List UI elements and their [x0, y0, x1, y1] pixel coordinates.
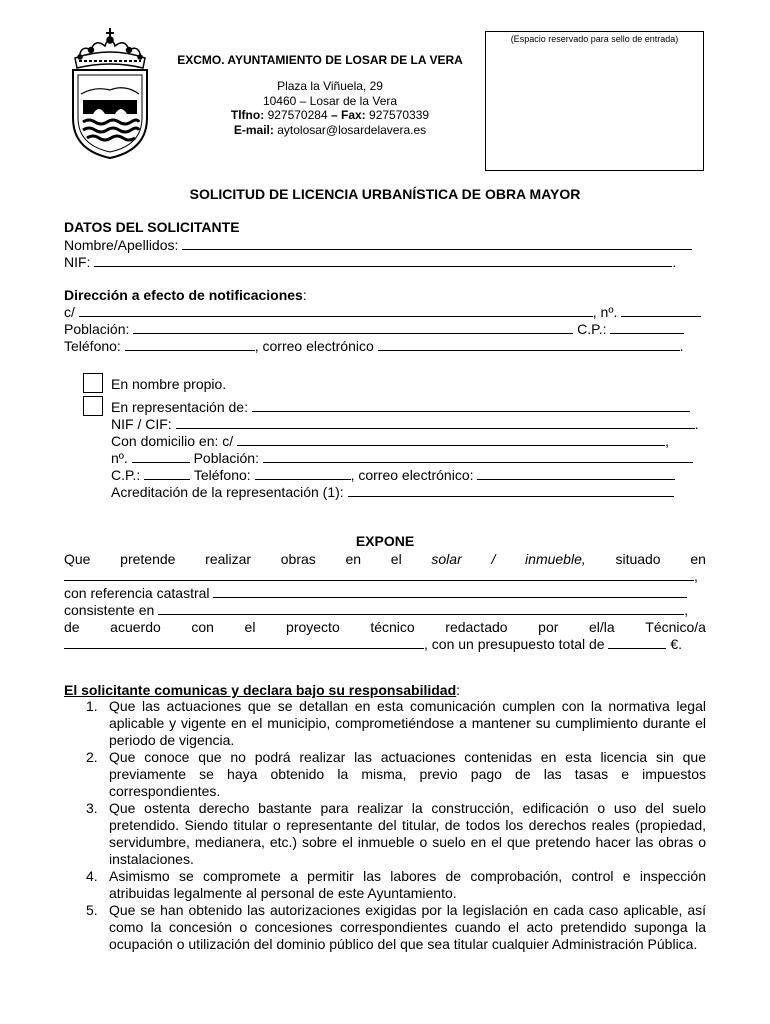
section-declara-heading: El solicitante comunicas y declara bajo su responsabilidad — [64, 682, 457, 698]
direccion-heading-row: Dirección a efecto de notificaciones: — [64, 287, 307, 303]
num-poblacion-row — [111, 450, 693, 467]
expone-word: obras — [280, 551, 316, 567]
option-propio-label: En nombre propio. — [111, 376, 227, 392]
expone-word: proyecto — [286, 619, 340, 635]
nif-row: NIF: . — [64, 254, 677, 270]
email-line — [170, 123, 490, 138]
item-text: Que se han obtenido las autorizaciones exigidas por la legislación en cada caso aplicable, así como la concesión o concesiones correspondientes cuando el acto pretendido suponga la ocupación o utilización del dominio público del que sea titular cualquier Administración Pública. — [109, 902, 706, 952]
org-name: EXCMO. AYUNTAMIENTO DE LOSAR DE LA VERA — [177, 53, 463, 67]
situado-row: , — [64, 568, 698, 585]
address-line-2: 10460 – Losar de la Vera — [262, 94, 398, 108]
domicilio-row: Con domicilio en: c/ , — [111, 433, 669, 449]
rep-poblacion-label: Población: — [193, 450, 259, 466]
nombre-field[interactable] — [182, 237, 692, 250]
expone-word: técnico — [370, 619, 415, 635]
acreditacion-row — [111, 484, 674, 501]
nif-cif-row: NIF / CIF: . — [111, 416, 699, 432]
situado-field[interactable] — [64, 568, 694, 581]
rep-cp-field[interactable] — [144, 467, 190, 480]
nif-label: NIF: — [64, 254, 91, 270]
expone-word: redactado — [445, 619, 508, 635]
consistente-row: consistente en , — [64, 602, 689, 618]
calle-row — [64, 304, 701, 321]
expone-word: realizar — [205, 551, 252, 567]
num-field[interactable] — [132, 450, 190, 463]
expone-word: / — [491, 551, 496, 567]
telefono-row: Teléfono: , correo electrónico . — [64, 338, 684, 354]
catastral-field[interactable] — [213, 585, 687, 598]
domicilio-label: Con domicilio en: c/ — [111, 433, 234, 449]
expone-word: acuerdo — [110, 619, 161, 635]
item-number: 3. — [86, 800, 98, 816]
item-number: 4. — [86, 868, 98, 884]
nombre-row — [64, 237, 692, 254]
email-address: aytolosar@losardelavera.es — [277, 123, 427, 137]
fax-label: – Fax: — [330, 108, 366, 122]
nif-cif-label: NIF / CIF: — [111, 416, 172, 432]
list-item — [64, 749, 706, 800]
expone-word: situado — [615, 551, 661, 567]
list-item — [64, 800, 706, 868]
checkbox-representacion[interactable] — [83, 396, 103, 416]
checkbox-nombre-propio[interactable] — [83, 373, 103, 393]
item-text: Que las actuaciones que se detallan en esta comunicación cumplen con la normativa legal aplicable y vigente en el municipio, comprometiéndose a mantener su cumplimiento durante el periodo de vigencia. — [109, 698, 706, 748]
expone-word: pretende — [120, 551, 176, 567]
expone-word: Técnico/a — [645, 619, 706, 635]
address-line-1: Plaza la Viñuela, 29 — [277, 79, 383, 93]
item-number: 2. — [86, 749, 98, 765]
phone-label: Tlfno: — [230, 108, 265, 122]
poblacion-label: Población: — [64, 321, 130, 337]
presupuesto-field[interactable] — [608, 636, 666, 649]
expone-word: Que — [64, 551, 91, 567]
acreditacion-field[interactable] — [348, 484, 674, 497]
rep-cp-row — [111, 467, 675, 484]
numero-label: , nº. — [592, 304, 618, 320]
rep-cp-label: C.P.: — [111, 467, 141, 483]
declara-list — [64, 698, 706, 953]
section-solicitante-heading: DATOS DEL SOLICITANTE — [64, 219, 240, 235]
rep-telefono-field[interactable] — [255, 467, 351, 480]
calle-label: c/ — [64, 304, 75, 320]
list-item — [64, 868, 706, 902]
consistente-label: consistente en — [64, 602, 155, 618]
expone-word: solar — [431, 551, 462, 567]
euro-label: €. — [670, 636, 683, 652]
representacion-label: En representación de: — [111, 399, 248, 415]
expone-word: con — [191, 619, 214, 635]
expone-word: inmueble, — [525, 551, 586, 567]
calle-field[interactable] — [79, 304, 593, 317]
item-text: Que conoce que no podrá realizar las actuaciones contenidas en esta licencia sin que previamente se haya obtenido la misma, previo pago de las tasas e impuestos correspondientes. — [109, 749, 706, 799]
expone-word: en — [690, 551, 706, 567]
expone-word: el/la — [588, 619, 615, 635]
expone-word: el — [244, 619, 256, 635]
form-title: SOLICITUD DE LICENCIA URBANÍSTICA DE OBRA MAYOR — [189, 186, 581, 202]
stamp-box — [485, 31, 704, 171]
list-item — [64, 698, 706, 749]
tecnico-field[interactable] — [64, 636, 424, 649]
num-label: nº. — [111, 450, 128, 466]
domicilio-field[interactable] — [237, 433, 665, 446]
fax-number: 927570339 — [369, 108, 430, 122]
presupuesto-label: , con un presupuesto total de — [424, 636, 605, 652]
poblacion-field[interactable] — [133, 321, 573, 334]
acreditacion-label: Acreditación de la representación (1): — [111, 484, 344, 500]
expone-word: en — [345, 551, 362, 567]
representacion-row — [111, 399, 690, 416]
email-label: E-mail: — [233, 123, 274, 137]
section-expone-heading: EXPONE — [355, 533, 415, 549]
nif-cif-field[interactable] — [176, 416, 695, 429]
rep-telefono-label: Teléfono: — [193, 467, 251, 483]
consistente-field[interactable] — [158, 602, 684, 615]
numero-field[interactable] — [621, 304, 701, 317]
section-direccion-heading: Dirección a efecto de notificaciones — [64, 287, 303, 303]
poblacion-row — [64, 321, 684, 338]
nif-field[interactable] — [94, 254, 672, 267]
catastral-label: con referencia catastral — [64, 585, 210, 601]
cp-label: C.P.: — [577, 321, 607, 337]
correo-label: , correo electrónico — [254, 338, 374, 354]
expone-word: de — [64, 619, 80, 635]
catastral-row — [64, 585, 687, 602]
representacion-field[interactable] — [252, 399, 690, 412]
rep-correo-label: , correo electrónico: — [350, 467, 474, 483]
rep-correo-field[interactable] — [477, 467, 675, 480]
telefono-field[interactable] — [125, 338, 255, 351]
expone-line-1 — [64, 551, 706, 568]
declara-heading-row: El solicitante comunicas y declara bajo su responsabilidad: — [64, 682, 461, 698]
stamp-note: (Espacio reservado para sello de entrada) — [510, 34, 679, 44]
cp-field[interactable] — [610, 321, 684, 334]
item-text: Asimismo se compromete a permitir las labores de comprobación, control e inspección atribuidas legalmente al personal de este Ayuntamiento. — [109, 868, 706, 901]
phone-number: 927570284 — [267, 108, 328, 122]
item-number: 5. — [86, 902, 98, 918]
item-number: 1. — [86, 698, 98, 714]
expone-line-2 — [64, 619, 706, 636]
coat-of-arms-logo — [65, 28, 155, 160]
correo-field[interactable] — [378, 338, 680, 351]
nombre-label: Nombre/Apellidos: — [64, 237, 179, 253]
phone-fax-line — [170, 108, 490, 123]
list-item — [64, 902, 706, 953]
expone-word: por — [538, 619, 559, 635]
telefono-label: Teléfono: — [64, 338, 121, 354]
presupuesto-row — [64, 636, 682, 653]
item-text: Que ostenta derecho bastante para realizar la construcción, edificación o uso del suelo pretendido. Siendo titular o representante del titular, de todos los derechos reales (propiedad, servidumbre, medianera, etc.) sobre el inmueble o suelo en el que pretendo hacer las obras o instalaciones. — [109, 800, 706, 867]
expone-word: el — [390, 551, 402, 567]
rep-poblacion-field[interactable] — [263, 450, 693, 463]
